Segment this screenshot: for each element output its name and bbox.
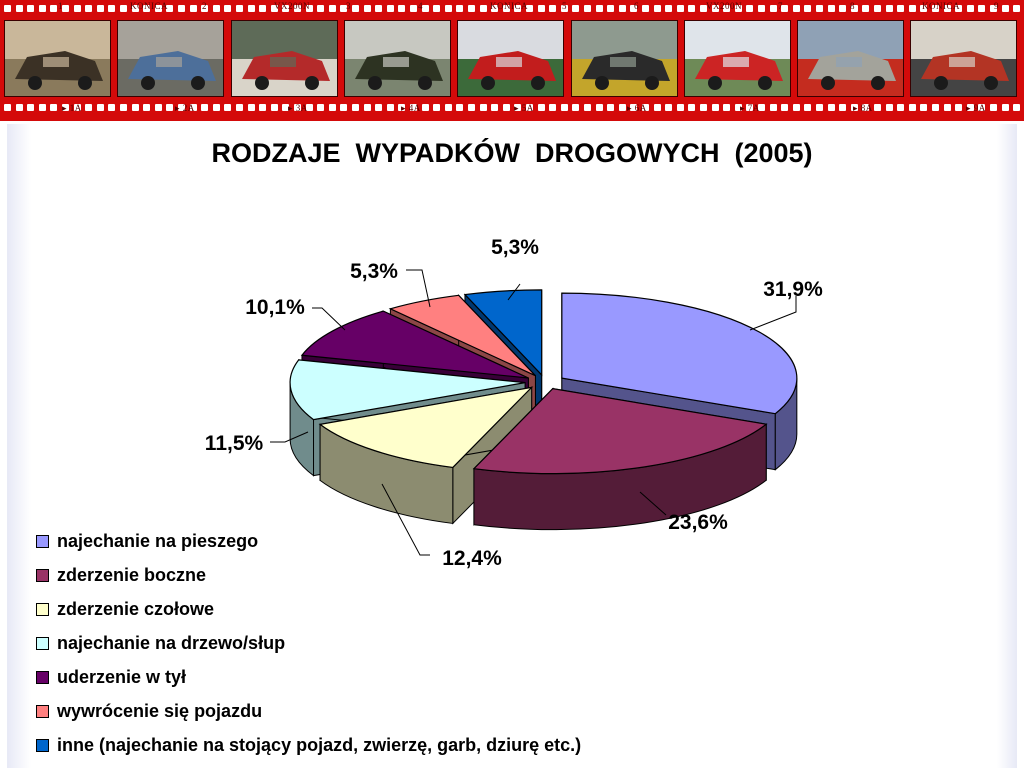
film-frame-number: 6 — [634, 1, 639, 11]
film-frame-number: 5 — [562, 1, 567, 11]
pie-slice-label: 12,4% — [442, 547, 502, 570]
film-frame-number: 7 — [778, 1, 783, 11]
legend-swatch — [36, 705, 49, 718]
legend-item — [36, 728, 736, 762]
film-frame-number: 4 — [418, 1, 423, 11]
film-frame-number: ▸ 8A — [853, 103, 873, 113]
film-frame-number: VX200N — [274, 1, 310, 11]
pie-slice-label: 5,3% — [350, 260, 398, 283]
legend-label: zderzenie boczne — [57, 564, 207, 585]
pie-leader-line — [750, 296, 796, 330]
film-frame-number: ▸ 6A — [627, 103, 647, 113]
legend-swatch — [36, 535, 49, 548]
legend-label: zderzenie czołowe — [57, 598, 215, 619]
pie-slice-label: 23,6% — [668, 511, 728, 534]
pie-slice-label: 31,9% — [763, 278, 823, 301]
pie-slice-label: 10,1% — [245, 296, 305, 319]
legend-label: uderzenie w tył — [57, 666, 187, 687]
legend-swatch — [36, 671, 49, 684]
film-frame-number: KONICA — [130, 1, 168, 11]
legend-item — [36, 558, 736, 592]
chart-title: RODZAJE WYPADKÓW DROGOWYCH (2005) — [211, 138, 813, 168]
film-frame-number: ▸ 3A — [288, 103, 308, 113]
film-frame-number: VX200N — [706, 1, 742, 11]
film-frame-number: 8 — [850, 1, 855, 11]
chart-legend — [36, 524, 736, 762]
film-frame-number: ▸ 4A — [401, 103, 421, 113]
film-frame-number: ▸ 7A — [740, 103, 760, 113]
legend-label: wywrócenie się pojazdu — [57, 700, 263, 721]
film-frame-number: ▸ 1A — [62, 103, 82, 113]
legend-swatch — [36, 603, 49, 616]
film-frame-number: 3 — [346, 1, 351, 11]
legend-label: najechanie na pieszego — [57, 530, 259, 551]
film-frame-number: 2 — [202, 1, 207, 11]
legend-label: najechanie na drzewo/słup — [57, 632, 286, 653]
film-frame-number: ▸ 5A — [514, 103, 534, 113]
film-frame-number: KONICA — [490, 1, 528, 11]
film-frame-number: ▸ 2A — [175, 103, 195, 113]
legend-item — [36, 660, 736, 694]
legend-swatch — [36, 637, 49, 650]
film-frame-number: 1 — [58, 1, 63, 11]
legend-swatch — [36, 569, 49, 582]
legend-item — [36, 626, 736, 660]
legend-swatch — [36, 739, 49, 752]
film-frame-number: 9 — [994, 1, 999, 11]
film-frame-number: ▸ 9A — [966, 103, 986, 113]
legend-item — [36, 524, 736, 558]
legend-item — [36, 694, 736, 728]
pie-slice-label: 11,5% — [204, 432, 264, 455]
legend-item — [36, 592, 736, 626]
legend-label: inne (najechanie na stojący pojazd, zwierzę, garb, dziurę etc.) — [57, 734, 582, 755]
pie-slice-label: 5,3% — [491, 236, 539, 259]
film-frame-number: KONICA — [922, 1, 960, 11]
